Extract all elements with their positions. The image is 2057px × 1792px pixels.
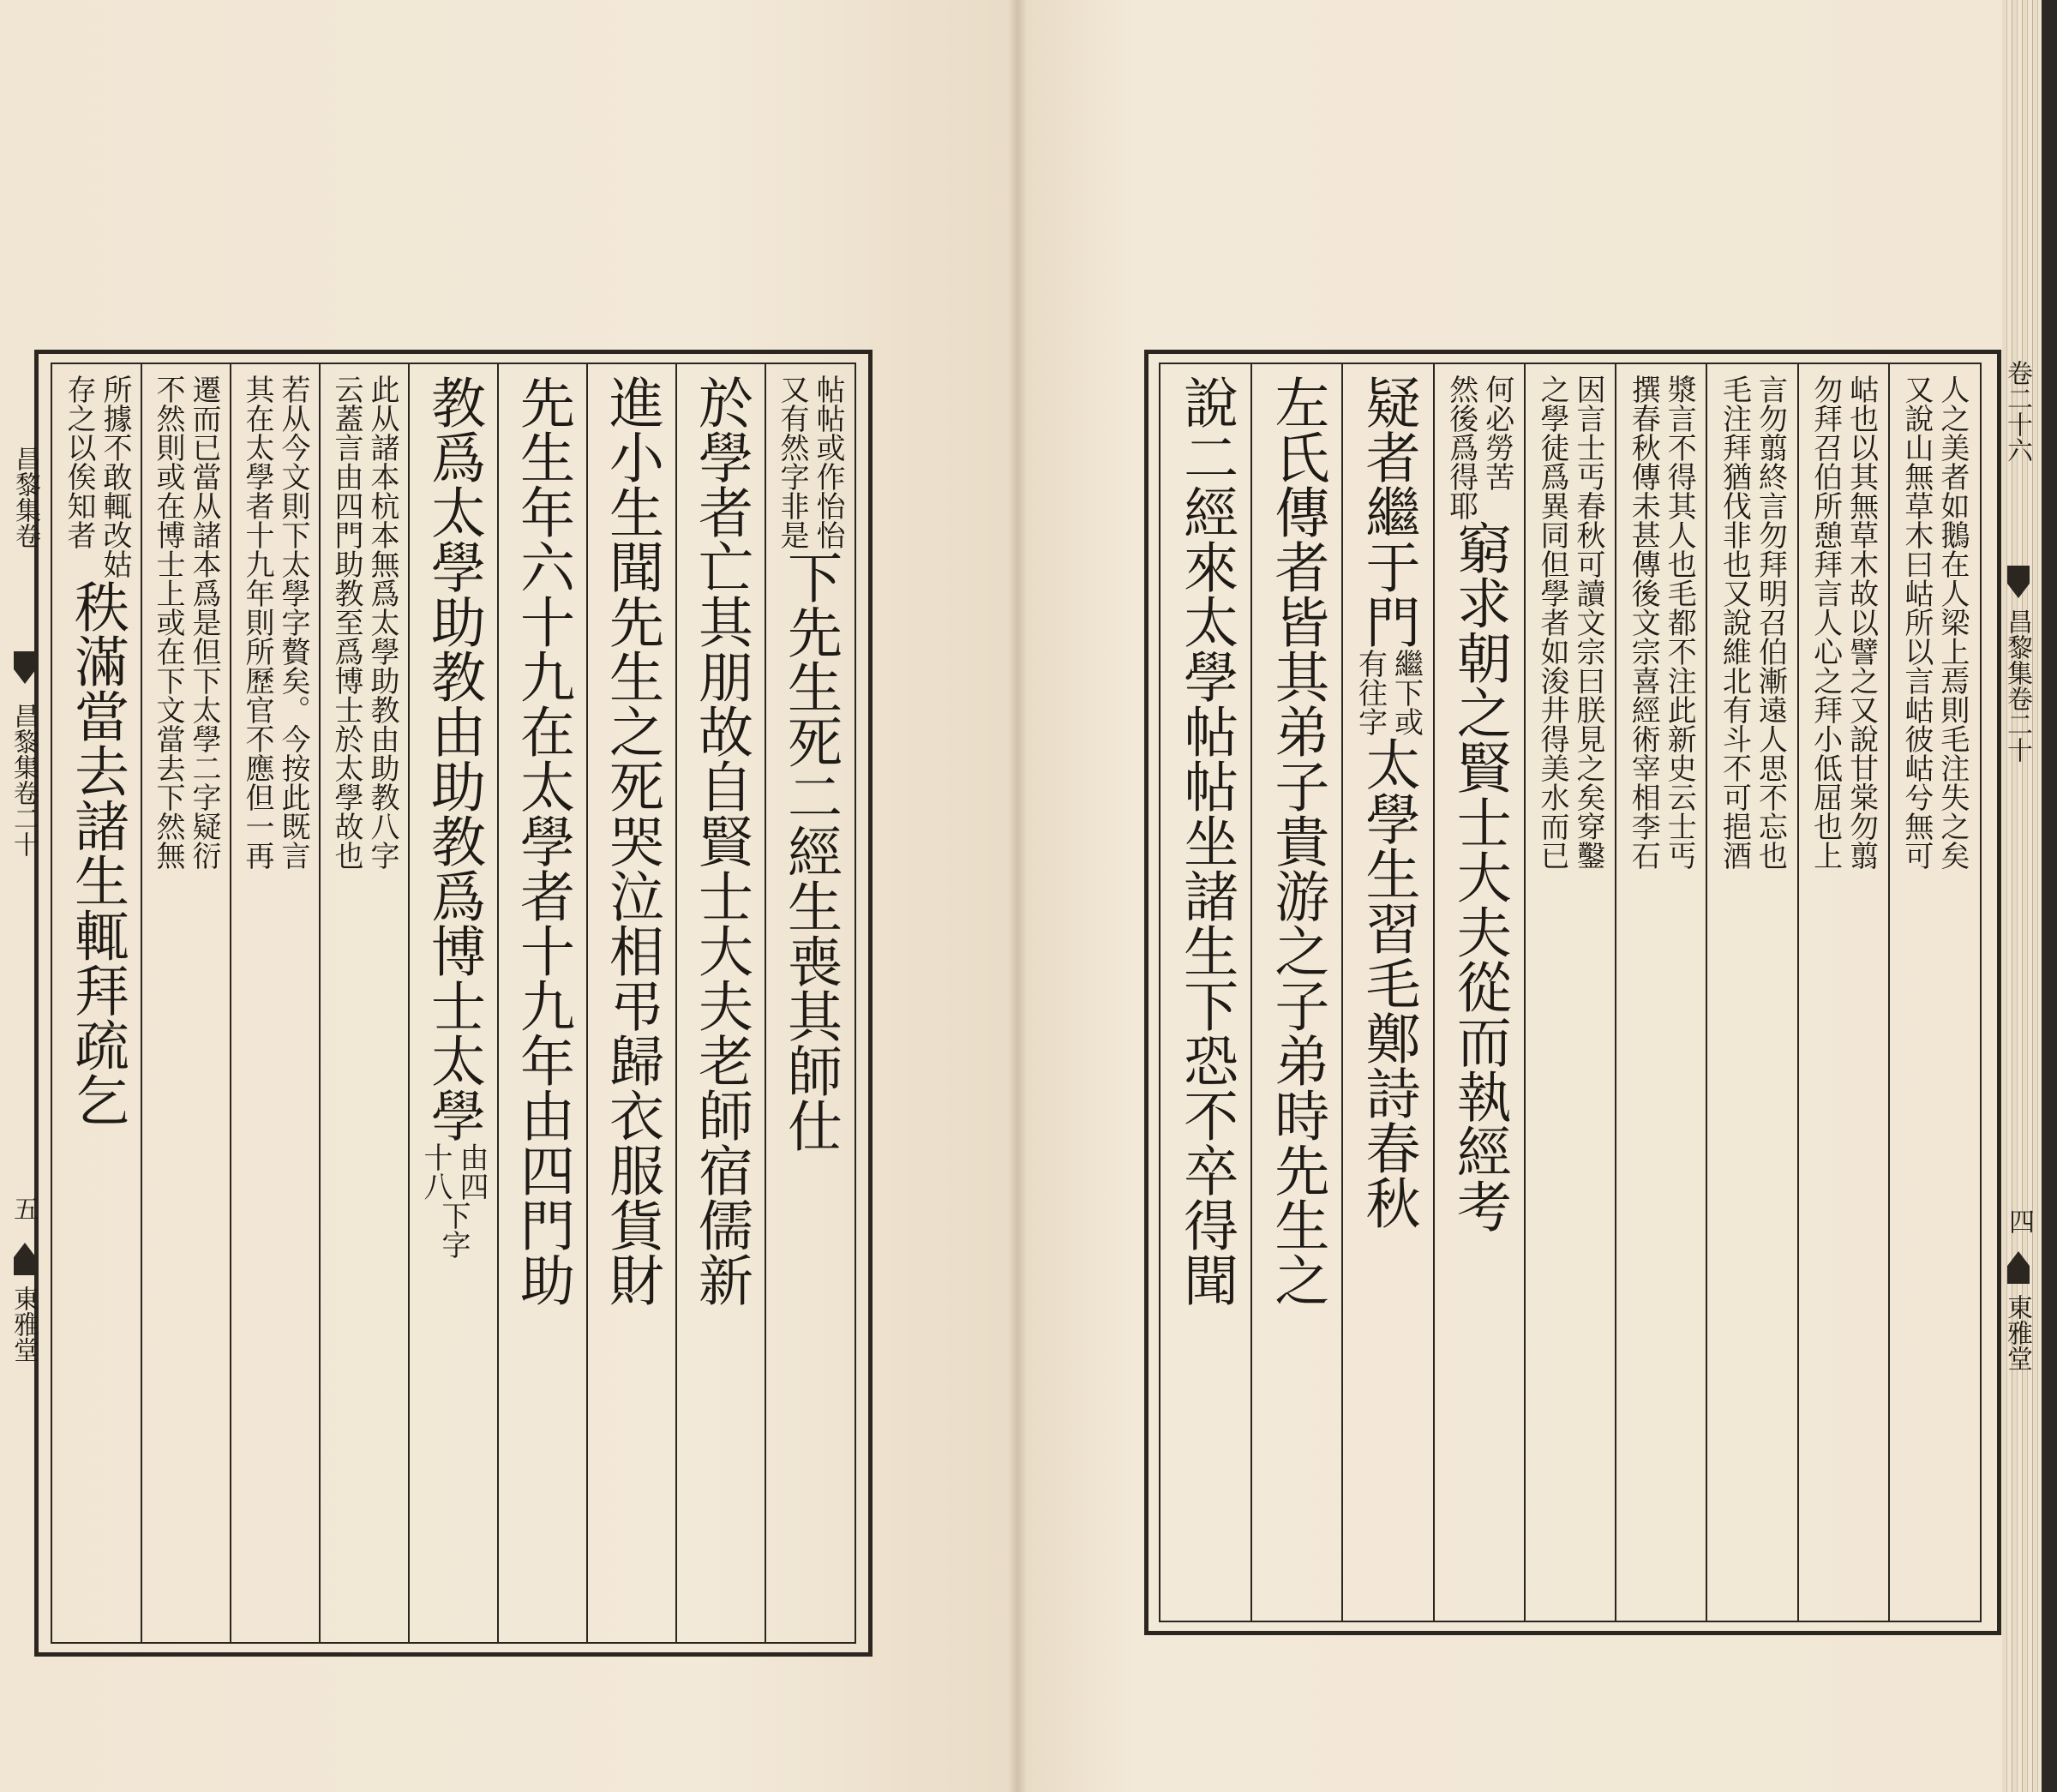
main-text: 窮求朝之賢士大夫從而執經考 <box>1447 520 1511 1233</box>
annotation-text: 下字 <box>436 1201 471 1259</box>
annotation-text: 有往字 <box>1352 649 1388 736</box>
main-text: 左氏傳者皆其弟子貴游之子弟時先生之 <box>1265 375 1329 1307</box>
text-column-5 <box>409 364 498 1642</box>
annotation-text: 又有然字非是 <box>775 375 809 549</box>
annotation-text: 由四 <box>454 1142 489 1201</box>
main-text: 疑者繼于門 <box>1356 375 1420 649</box>
text-column-2 <box>1798 364 1889 1621</box>
annotation-text: 帖帖或作怡怡 <box>811 375 845 549</box>
left-text-frame <box>34 350 873 1657</box>
annotation-text: 因言士丐春秋可讀文宗曰朕見之矣穿鑿 <box>1570 375 1605 870</box>
annotation-text: 繼下或 <box>1388 649 1424 736</box>
annotation-text: 云蓋言由四門助教至爲博士於太學故也 <box>329 375 363 870</box>
text-column-5 <box>1525 364 1616 1621</box>
annotation-text: 所據不敢輒改姑 <box>98 375 132 578</box>
main-text: 於學者亡其朋故自賢士大夫老師宿儒新 <box>689 375 753 1307</box>
text-column-8 <box>141 364 231 1642</box>
main-text: 教爲太學助教由助教爲博士太學 <box>422 375 485 1142</box>
annotation-text: 勿拜召伯所憩拜言人心之拜小低屈也上 <box>1808 375 1843 870</box>
text-column-1 <box>765 364 855 1642</box>
right-banxin-top-text: 卷二十六 <box>2002 360 2032 463</box>
background-edge <box>2042 0 2057 1792</box>
text-column-6 <box>1434 364 1525 1621</box>
annotation-block <box>1352 649 1424 736</box>
annotation-text: 何必勞苦 <box>1479 375 1514 491</box>
annotation-text: 此从諸本杭本無爲太學助教由助教八字 <box>365 375 399 870</box>
left-banxin-folio <box>9 1196 39 1221</box>
left-text-columns <box>52 364 855 1642</box>
right-text-frame <box>1144 350 2001 1635</box>
annotation-text: 人之美者如鵝在人梁上焉則毛注失之矣 <box>1934 375 1970 870</box>
annotation-text: 十八 <box>418 1142 453 1201</box>
text-column-7 <box>1342 364 1433 1621</box>
text-column-1 <box>1889 364 1980 1621</box>
text-column-8 <box>1251 364 1342 1621</box>
annotation-text: 其在太學者十九年則所歷官不應但一再 <box>240 375 274 870</box>
annotation-block <box>420 1142 487 1201</box>
left-banxin-mid <box>9 703 39 857</box>
text-column-3 <box>587 364 676 1642</box>
annotation-text: 撰春秋傳未甚傳後文宗喜經術宰相李石 <box>1626 375 1661 870</box>
right-banxin-folio <box>2004 1208 2034 1234</box>
right-banxin-publisher <box>2004 1294 2030 1371</box>
text-column-4 <box>1616 364 1706 1621</box>
main-text: 先生年六十九在太學者十九年由四門助 <box>511 375 574 1307</box>
left-folio-number: 五 <box>9 1196 39 1221</box>
main-text: 下先生死二經生喪其師仕 <box>778 549 842 1153</box>
annotation-text: 若从今文則下太學字贅矣。今按此既言 <box>276 375 310 870</box>
left-banxin-top-text: 昌黎集卷 <box>10 446 40 548</box>
main-text: 進小生聞先生之死哭泣相弔歸衣服貨財 <box>600 375 663 1307</box>
text-column-4 <box>498 364 587 1642</box>
main-text: 秩滿當去諸生輒拜疏乞 <box>65 578 129 1127</box>
right-banxin-mid <box>2004 608 2030 763</box>
annotation-text: 遷而已當从諸本爲是但下太學二字疑衍 <box>187 375 221 870</box>
text-column-9 <box>1160 364 1251 1621</box>
main-text: 太學生習毛鄭詩春秋 <box>1356 736 1420 1230</box>
text-column-2 <box>676 364 765 1642</box>
book-gutter <box>1008 0 1027 1792</box>
annotation-block <box>1534 375 1605 870</box>
annotation-block <box>153 375 219 870</box>
annotation-text: 又說山無草木曰岵所以言岵彼岵兮無可 <box>1898 375 1934 870</box>
annotation-text: 存之以俟知者 <box>62 375 96 549</box>
text-column-9 <box>52 364 141 1642</box>
left-publisher-mark: 東雅堂 <box>9 1286 39 1363</box>
right-banxin-title: 昌黎集卷二十 <box>2002 608 2032 763</box>
annotation-text: 然後爲得耶 <box>1443 375 1478 520</box>
right-inner-frame <box>1159 363 1982 1622</box>
annotation-text: 言勿翦終言勿拜明召伯漸遠人思不忘也 <box>1753 375 1788 870</box>
annotation-block <box>1898 375 1970 870</box>
annotation-text: 不然則或在博士上或在下文當去下然無 <box>151 375 185 870</box>
text-column-6 <box>320 364 409 1642</box>
annotation-block <box>1443 375 1514 520</box>
annotation-block <box>242 375 309 870</box>
left-inner-frame <box>51 363 856 1644</box>
annotation-text: 岵也以其無草木故以譬之又說甘棠勿翦 <box>1844 375 1879 870</box>
right-publisher-mark: 東雅堂 <box>2002 1294 2032 1371</box>
annotation-block <box>1717 375 1788 870</box>
text-column-3 <box>1706 364 1797 1621</box>
annotation-text: 之學徒爲異同但學者如浚井得美水而已 <box>1534 375 1569 870</box>
right-text-columns <box>1160 364 1980 1621</box>
annotation-block <box>63 375 130 578</box>
annotation-block <box>1626 375 1697 870</box>
annotation-block <box>331 375 398 870</box>
text-column-7 <box>231 364 320 1642</box>
left-banxin-top <box>10 446 40 548</box>
main-text: 說二經來太學帖帖坐諸生下恐不卒得聞 <box>1174 375 1238 1307</box>
right-folio-number: 四 <box>2004 1208 2034 1234</box>
left-banxin-publisher <box>9 1286 39 1363</box>
left-banxin-title: 昌黎集卷二十 <box>9 703 39 857</box>
annotation-block <box>1810 375 1877 870</box>
annotation-block <box>777 375 843 549</box>
right-banxin-top <box>2002 360 2032 463</box>
annotation-text: 漿言不得其人也毛都不注此新史云士丐 <box>1662 375 1697 870</box>
annotation-text: 毛注拜猶伐非也又說維北有斗不可挹酒 <box>1717 375 1752 870</box>
